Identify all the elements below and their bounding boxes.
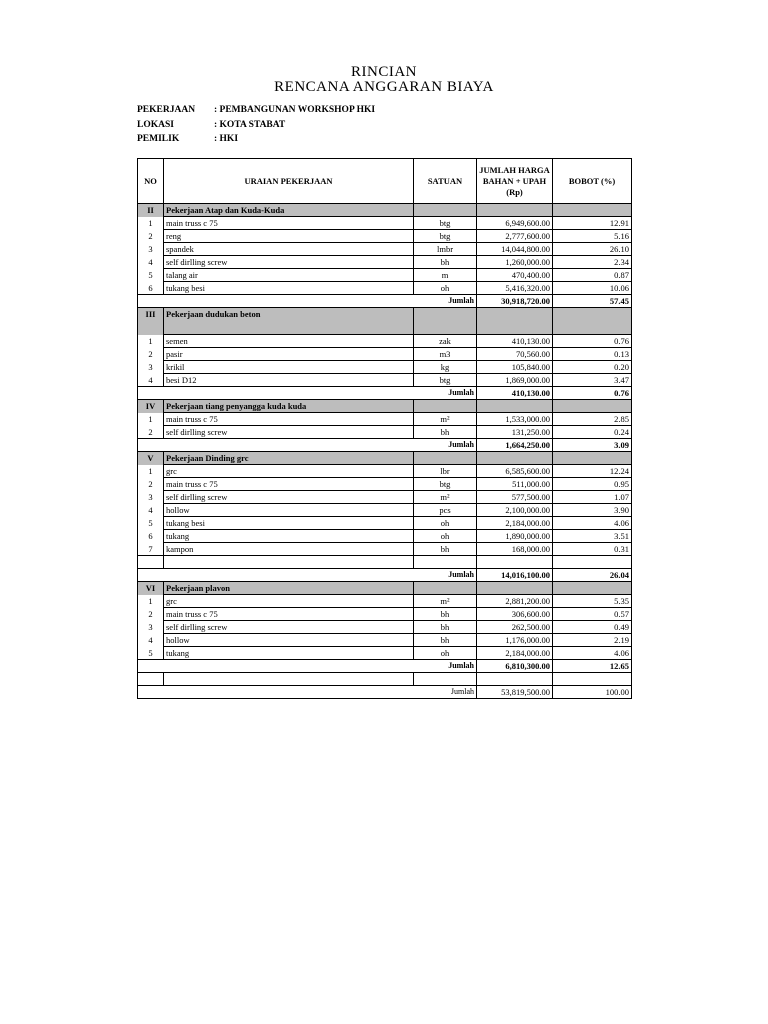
section-header-row <box>138 452 632 465</box>
item-name: semen <box>164 335 414 348</box>
item-weight: 4.06 <box>553 647 632 660</box>
section-empty-cell <box>553 400 632 413</box>
total-empty-cell <box>164 660 414 673</box>
item-number: 6 <box>138 282 164 295</box>
total-amount: 14,016,100.00 <box>477 569 553 582</box>
item-amount: 14,044,800.00 <box>477 243 553 256</box>
item-number: 2 <box>138 426 164 439</box>
item-name: self dirlling screw <box>164 491 414 504</box>
item-amount: 168,000.00 <box>477 543 553 556</box>
table-row <box>138 243 632 256</box>
item-name: hollow <box>164 504 414 517</box>
header-bobot: BOBOT (%) <box>553 159 632 204</box>
total-empty-cell <box>164 686 414 699</box>
section-title: Pekerjaan plavon <box>164 582 414 595</box>
item-number: 7 <box>138 543 164 556</box>
item-weight: 0.76 <box>553 335 632 348</box>
item-name: kampon <box>164 543 414 556</box>
item-weight: 2.85 <box>553 413 632 426</box>
table-row <box>138 478 632 491</box>
total-weight: 57.45 <box>553 295 632 308</box>
item-number: 6 <box>138 530 164 543</box>
blank-cell <box>164 556 414 569</box>
section-number: VI <box>138 582 164 595</box>
item-amount: 1,260,000.00 <box>477 256 553 269</box>
item-name: self dirlling screw <box>164 621 414 634</box>
item-name: self dirlling screw <box>164 256 414 269</box>
item-unit: oh <box>414 517 477 530</box>
header-no: NO <box>138 159 164 204</box>
total-weight: 0.76 <box>553 387 632 400</box>
item-amount: 577,500.00 <box>477 491 553 504</box>
total-empty-cell <box>164 439 414 452</box>
section-empty-cell <box>553 582 632 595</box>
item-unit: m² <box>414 595 477 608</box>
item-unit: oh <box>414 530 477 543</box>
table-row <box>138 282 632 295</box>
section-title: Pekerjaan Atap dan Kuda-Kuda <box>164 204 414 217</box>
item-amount: 70,560.00 <box>477 348 553 361</box>
item-weight: 4.06 <box>553 517 632 530</box>
item-weight: 5.35 <box>553 595 632 608</box>
item-number: 1 <box>138 595 164 608</box>
item-number: 3 <box>138 243 164 256</box>
item-unit: m² <box>414 413 477 426</box>
table-row <box>138 256 632 269</box>
total-weight: 26.04 <box>553 569 632 582</box>
total-empty-cell <box>138 686 164 699</box>
section-empty-cell <box>414 400 477 413</box>
item-weight: 3.47 <box>553 374 632 387</box>
section-empty-cell <box>477 452 553 465</box>
section-empty-cell <box>553 204 632 217</box>
item-weight: 3.51 <box>553 530 632 543</box>
item-weight: 12.91 <box>553 217 632 230</box>
header-uraian: URAIAN PEKERJAAN <box>164 159 414 204</box>
document-title: RINCIAN <box>351 64 417 80</box>
item-number: 3 <box>138 621 164 634</box>
item-unit: m <box>414 269 477 282</box>
item-number: 3 <box>138 491 164 504</box>
item-weight: 0.87 <box>553 269 632 282</box>
item-unit: bh <box>414 256 477 269</box>
item-amount: 6,585,600.00 <box>477 465 553 478</box>
section-number: V <box>138 452 164 465</box>
grand-total-amount: 53,819,500.00 <box>477 686 553 699</box>
grand-total-row <box>138 686 632 699</box>
blank-cell <box>477 556 553 569</box>
table-row <box>138 348 632 361</box>
table-row <box>138 361 632 374</box>
blank-cell <box>477 673 553 686</box>
item-weight: 10.06 <box>553 282 632 295</box>
meta-value: : KOTA STABAT <box>214 120 286 130</box>
item-weight: 0.20 <box>553 361 632 374</box>
total-amount: 6,810,300.00 <box>477 660 553 673</box>
item-number: 5 <box>138 269 164 282</box>
item-number: 1 <box>138 413 164 426</box>
item-name: talang air <box>164 269 414 282</box>
item-weight: 0.31 <box>553 543 632 556</box>
table-row <box>138 335 632 348</box>
item-unit: zak <box>414 335 477 348</box>
total-weight: 3.09 <box>553 439 632 452</box>
blank-row <box>138 673 632 686</box>
total-label: Jumlah <box>414 295 477 308</box>
item-amount: 1,869,000.00 <box>477 374 553 387</box>
section-empty-cell <box>414 204 477 217</box>
item-amount: 5,416,320.00 <box>477 282 553 295</box>
item-name: reng <box>164 230 414 243</box>
item-weight: 0.13 <box>553 348 632 361</box>
item-weight: 3.90 <box>553 504 632 517</box>
section-total-row <box>138 569 632 582</box>
table-row <box>138 608 632 621</box>
table-row <box>138 647 632 660</box>
section-total-row <box>138 387 632 400</box>
item-number: 4 <box>138 256 164 269</box>
total-amount: 410,130.00 <box>477 387 553 400</box>
grand-total-weight: 100.00 <box>553 686 632 699</box>
item-amount: 262,500.00 <box>477 621 553 634</box>
blank-cell <box>164 673 414 686</box>
item-amount: 1,176,000.00 <box>477 634 553 647</box>
item-name: grc <box>164 595 414 608</box>
item-unit: btg <box>414 217 477 230</box>
item-name: main truss c 75 <box>164 217 414 230</box>
item-unit: lmbr <box>414 243 477 256</box>
section-empty-cell <box>477 400 553 413</box>
item-number: 1 <box>138 335 164 348</box>
table-header-row <box>138 159 632 204</box>
item-name: main truss c 75 <box>164 608 414 621</box>
total-empty-cell <box>138 387 164 400</box>
table-row <box>138 465 632 478</box>
meta-value: : HKI <box>214 134 239 144</box>
item-amount: 410,130.00 <box>477 335 553 348</box>
item-amount: 131,250.00 <box>477 426 553 439</box>
section-header-row <box>138 204 632 217</box>
item-name: tukang <box>164 647 414 660</box>
item-unit: bh <box>414 543 477 556</box>
item-unit: kg <box>414 361 477 374</box>
item-number: 2 <box>138 608 164 621</box>
item-weight: 0.57 <box>553 608 632 621</box>
section-empty-cell <box>414 582 477 595</box>
section-header-row <box>138 400 632 413</box>
item-weight: 26.10 <box>553 243 632 256</box>
item-weight: 0.95 <box>553 478 632 491</box>
table-row <box>138 230 632 243</box>
item-amount: 105,840.00 <box>477 361 553 374</box>
table-row <box>138 517 632 530</box>
item-amount: 1,890,000.00 <box>477 530 553 543</box>
budget-table-body <box>138 159 632 699</box>
section-title: Pekerjaan tiang penyangga kuda kuda <box>164 400 414 413</box>
section-empty-cell <box>553 308 632 335</box>
item-number: 2 <box>138 478 164 491</box>
table-row <box>138 543 632 556</box>
table-row <box>138 634 632 647</box>
section-total-row <box>138 660 632 673</box>
table-row <box>138 413 632 426</box>
item-name: hollow <box>164 634 414 647</box>
total-empty-cell <box>138 660 164 673</box>
item-amount: 306,600.00 <box>477 608 553 621</box>
item-unit: m² <box>414 491 477 504</box>
item-unit: bh <box>414 608 477 621</box>
section-title: Pekerjaan dudukan beton <box>164 308 414 335</box>
total-weight: 12.65 <box>553 660 632 673</box>
table-row <box>138 504 632 517</box>
section-empty-cell <box>477 582 553 595</box>
item-amount: 2,184,000.00 <box>477 517 553 530</box>
table-row <box>138 530 632 543</box>
item-amount: 511,000.00 <box>477 478 553 491</box>
table-row <box>138 426 632 439</box>
meta-key: PEMILIK <box>137 134 180 144</box>
item-unit: oh <box>414 647 477 660</box>
item-unit: oh <box>414 282 477 295</box>
item-name: krikil <box>164 361 414 374</box>
blank-row <box>138 556 632 569</box>
item-name: pasir <box>164 348 414 361</box>
header-satuan: SATUAN <box>414 159 477 204</box>
section-empty-cell <box>477 204 553 217</box>
item-number: 5 <box>138 647 164 660</box>
item-name: tukang <box>164 530 414 543</box>
item-amount: 2,881,200.00 <box>477 595 553 608</box>
item-name: main truss c 75 <box>164 478 414 491</box>
section-total-row <box>138 295 632 308</box>
item-amount: 2,777,600.00 <box>477 230 553 243</box>
total-empty-cell <box>138 295 164 308</box>
budget-table <box>137 158 632 699</box>
item-number: 1 <box>138 217 164 230</box>
item-number: 2 <box>138 348 164 361</box>
section-header-row <box>138 308 632 335</box>
table-row <box>138 491 632 504</box>
item-name: main truss c 75 <box>164 413 414 426</box>
total-empty-cell <box>138 569 164 582</box>
item-weight: 12.24 <box>553 465 632 478</box>
blank-cell <box>138 556 164 569</box>
meta-key: PEKERJAAN <box>137 105 196 115</box>
section-empty-cell <box>414 452 477 465</box>
total-label: Jumlah <box>414 569 477 582</box>
meta-value: : PEMBANGUNAN WORKSHOP HKI <box>214 105 376 115</box>
item-unit: btg <box>414 374 477 387</box>
item-amount: 470,400.00 <box>477 269 553 282</box>
grand-total-label: Jumlah <box>414 686 477 699</box>
section-empty-cell <box>553 452 632 465</box>
item-weight: 5.16 <box>553 230 632 243</box>
total-empty-cell <box>164 295 414 308</box>
item-number: 4 <box>138 634 164 647</box>
item-weight: 0.49 <box>553 621 632 634</box>
item-number: 3 <box>138 361 164 374</box>
item-amount: 2,100,000.00 <box>477 504 553 517</box>
blank-cell <box>553 673 632 686</box>
item-unit: bh <box>414 426 477 439</box>
item-unit: btg <box>414 478 477 491</box>
item-amount: 2,184,000.00 <box>477 647 553 660</box>
total-amount: 30,918,720.00 <box>477 295 553 308</box>
item-weight: 2.19 <box>553 634 632 647</box>
item-name: spandek <box>164 243 414 256</box>
section-header-row <box>138 582 632 595</box>
table-row <box>138 374 632 387</box>
section-number: II <box>138 204 164 217</box>
section-total-row <box>138 439 632 452</box>
item-unit: btg <box>414 230 477 243</box>
blank-cell <box>138 673 164 686</box>
total-label: Jumlah <box>414 387 477 400</box>
section-empty-cell <box>414 308 477 335</box>
blank-cell <box>553 556 632 569</box>
total-empty-cell <box>164 569 414 582</box>
table-row <box>138 621 632 634</box>
total-empty-cell <box>138 439 164 452</box>
blank-cell <box>414 556 477 569</box>
total-label: Jumlah <box>414 660 477 673</box>
total-label: Jumlah <box>414 439 477 452</box>
meta-key: LOKASI <box>137 120 174 130</box>
item-name: besi D12 <box>164 374 414 387</box>
item-amount: 1,533,000.00 <box>477 413 553 426</box>
table-row <box>138 269 632 282</box>
item-name: grc <box>164 465 414 478</box>
item-number: 4 <box>138 504 164 517</box>
section-number: III <box>138 308 164 335</box>
blank-cell <box>414 673 477 686</box>
item-unit: bh <box>414 634 477 647</box>
item-weight: 1.07 <box>553 491 632 504</box>
table-row <box>138 595 632 608</box>
item-name: tukang besi <box>164 517 414 530</box>
section-title: Pekerjaan Dinding grc <box>164 452 414 465</box>
section-empty-cell <box>477 308 553 335</box>
table-row <box>138 217 632 230</box>
document-subtitle: RENCANA ANGGARAN BIAYA <box>274 79 494 95</box>
section-number: IV <box>138 400 164 413</box>
item-number: 4 <box>138 374 164 387</box>
item-unit: pcs <box>414 504 477 517</box>
item-number: 5 <box>138 517 164 530</box>
total-empty-cell <box>164 387 414 400</box>
item-name: tukang besi <box>164 282 414 295</box>
total-amount: 1,664,250.00 <box>477 439 553 452</box>
item-unit: m3 <box>414 348 477 361</box>
item-weight: 2.34 <box>553 256 632 269</box>
item-number: 1 <box>138 465 164 478</box>
item-unit: lbr <box>414 465 477 478</box>
item-weight: 0.24 <box>553 426 632 439</box>
item-name: self dirlling screw <box>164 426 414 439</box>
item-amount: 6,949,600.00 <box>477 217 553 230</box>
header-jumlah: JUMLAH HARGA BAHAN + UPAH (Rp) <box>477 159 553 204</box>
item-unit: bh <box>414 621 477 634</box>
item-number: 2 <box>138 230 164 243</box>
